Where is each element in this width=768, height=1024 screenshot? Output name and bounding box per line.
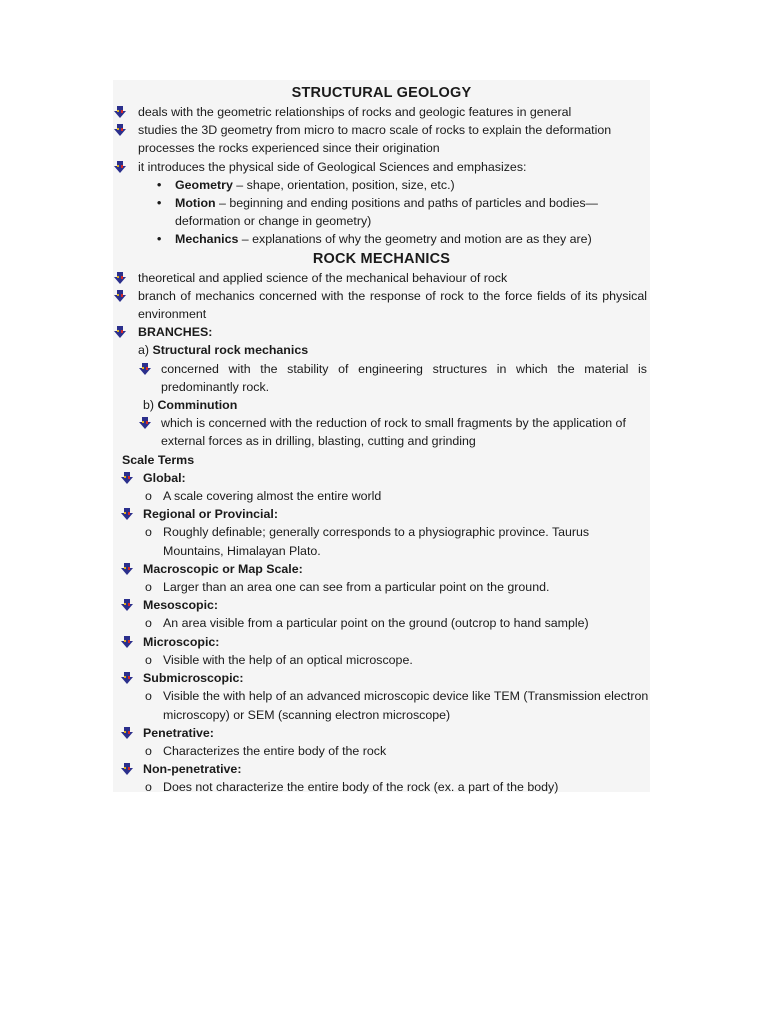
circle-bullet-icon: o [145,743,152,758]
scale-term-desc-text: Characterizes the entire body of the rock [163,743,387,758]
branch-a-text: concerned with the stability of engineering structures in which the material is predominantly rock. [161,361,647,394]
scale-term-description [113,651,650,669]
branch-a-item [113,360,650,396]
bullet-dot-icon: • [157,232,162,247]
scale-term-name: Non-penetrative: [143,762,242,777]
bullet-dot-icon: • [157,177,162,192]
arrow-down-bullet-icon [113,160,127,174]
circle-bullet-icon: o [145,689,152,704]
rock-mechanics-title: ROCK MECHANICS [312,250,451,267]
scale-terms-list [113,469,650,797]
scale-term [113,724,650,742]
arrow-down-bullet-icon [120,562,134,576]
branch-b-text: which is concerned with the reduction of rock to small fragments by the application of external forces as in drilling, blasting, cutting and grinding [161,416,626,449]
branch-b-item [113,414,650,450]
arrow-down-bullet-icon [138,362,152,376]
scale-term [113,760,650,778]
scale-term [113,596,650,614]
scale-term-desc-text: An area visible from a particular point on the ground (outcrop to hand sample) [163,616,589,631]
arrow-down-bullet-icon [120,598,134,612]
scale-term-description [113,687,650,723]
branch-a-heading [113,341,650,359]
circle-bullet-icon: o [145,780,152,795]
arrow-down-bullet-icon [113,325,127,339]
list-item-text: studies the 3D geometry from micro to macro scale of rocks to explain the deformation processes the rocks experienced since their origination [138,123,612,156]
circle-bullet-icon: o [145,580,152,595]
emphasis-text: – explanations of why the geometry and motion are as they are) [238,232,592,247]
scale-term-name: Penetrative: [143,725,214,740]
list-item [113,158,650,176]
scale-term-description [113,578,650,596]
scale-term [113,633,650,651]
scale-term-desc-text: Visible the with help of an advanced microscopic device like TEM (Transmission electron microscopy) or SEM (scanning electron microscope) [163,689,649,722]
scale-term-name: Macroscopic or Map Scale: [143,561,303,576]
arrow-down-bullet-icon [120,471,134,485]
arrow-down-bullet-icon [113,105,127,119]
circle-bullet-icon: o [145,525,152,540]
circle-bullet-icon: o [145,489,152,504]
emphasis-text: – shape, orientation, position, size, etc.) [232,177,455,192]
branch-a-prefix: a) [138,343,153,358]
list-item-text: theoretical and applied science of the mechanical behaviour of rock [138,270,508,285]
list-item [113,269,650,287]
circle-bullet-icon: o [145,652,152,667]
emphasis-item [113,176,650,194]
structural-geology-title: STRUCTURAL GEOLOGY [291,85,472,101]
scale-term-description [113,742,650,760]
document-page [113,80,650,795]
scale-term-desc-text: Roughly definable; generally corresponds to a physiographic province. Taurus Mountains, Himalayan Plato. [163,525,590,558]
arrow-down-bullet-icon [120,507,134,521]
emphasis-term: Geometry [175,177,233,192]
scale-term-name: Microscopic: [143,634,220,649]
list-item [113,121,650,157]
scale-term [113,669,650,687]
emphasis-text: – beginning and ending positions and paths of particles and bodies—deformation or change in geometry) [175,196,598,229]
emphasis-item [113,194,650,230]
branch-b-label: Comminution [157,398,238,413]
branch-b-heading [113,396,650,414]
list-item-text: branch of mechanics concerned with the response of rock to the force fields of its physical environment [138,288,647,322]
scale-term [113,560,650,578]
scale-terms-heading: Scale Terms [122,452,195,467]
scale-term-name: Submicroscopic: [143,671,244,686]
scale-term-name: Regional or Provincial: [143,507,278,522]
arrow-down-bullet-icon [120,671,134,685]
circle-bullet-icon: o [145,616,152,631]
arrow-down-bullet-icon [113,289,127,303]
bullet-dot-icon: • [157,196,162,211]
scale-term-description [113,778,650,796]
scale-term-name: Mesoscopic: [143,598,219,613]
scale-term-desc-text: Larger than an area one can see from a particular point on the ground. [163,580,550,595]
arrow-down-bullet-icon [138,416,152,430]
list-item [113,323,650,341]
arrow-down-bullet-icon [120,726,134,740]
list-item-text: deals with the geometric relationships of rocks and geologic features in general [138,105,572,119]
scale-term-description [113,523,650,559]
scale-term-description [113,487,650,505]
arrow-down-bullet-icon [120,635,134,649]
scale-term-description [113,614,650,632]
arrow-down-bullet-icon [113,271,127,285]
emphasis-term: Mechanics [175,232,239,247]
scale-term-desc-text: Does not characterize the entire body of the rock (ex. a part of the body) [163,780,559,795]
branches-label: BRANCHES: [138,325,213,340]
emphasis-item [113,230,650,248]
arrow-down-bullet-icon [113,123,127,137]
scale-term-desc-text: Visible with the help of an optical microscope. [163,652,413,667]
scale-term-name: Global: [143,470,186,485]
scale-term [113,469,650,487]
arrow-down-bullet-icon [120,762,134,776]
emphasis-term: Motion [175,196,216,211]
branch-a-label: Structural rock mechanics [152,343,309,358]
list-item [113,103,650,121]
list-item [113,287,650,323]
scale-term-desc-text: A scale covering almost the entire world [163,489,382,504]
scale-term [113,505,650,523]
branch-b-prefix: b) [143,398,158,413]
list-item-text: it introduces the physical side of Geological Sciences and emphasizes: [138,159,527,174]
